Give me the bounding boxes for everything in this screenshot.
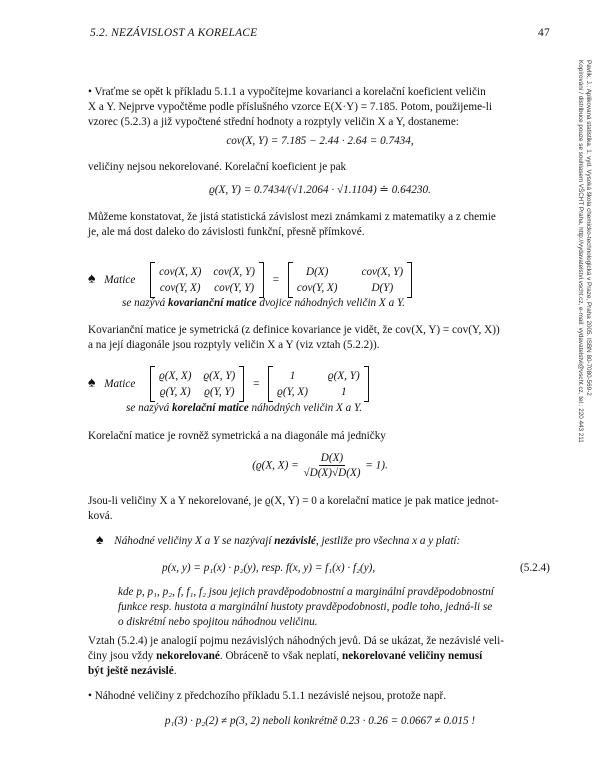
equation-inequality: p₁(3) · p₂(2) ≠ p(3, 2) neboli konkrétně 0.23 · 0.26 = 0.0667 ≠ 0.015 ! bbox=[164, 715, 476, 727]
matrix-left: ϱ(X, X) ϱ(X, Y) ϱ(Y, X) ϱ(Y, Y) bbox=[150, 366, 244, 402]
paragraph-symmetry: Kovarianční matice je symetrická (z definice kovariance je vidět, že cov(X, Y) = cov(Y, X)) a na její diagonále jsou rozptyly veličin X a Y (viz vztah (5.2.2)). bbox=[88, 324, 500, 351]
paragraph-uncorrelated: Jsou-li veličiny X a Y nekorelované, je ϱ(X, Y) = 0 a korelační matice je pak matice jednot- ková. bbox=[88, 495, 499, 522]
running-header: 5.2. NEZÁVISLOST A KORELACE bbox=[90, 27, 258, 39]
spade-icon: ♠ bbox=[96, 533, 104, 548]
page-number: 47 bbox=[538, 27, 550, 39]
equation-covariance: cov(X, Y) = 7.185 − 2.44 · 2.64 = 0.7434, bbox=[226, 135, 414, 147]
equation-diagonal: (ϱ(X, X) = $\frac{D(X)}{√D(X)√D(X)}$ = 1). bbox=[252, 452, 388, 479]
independence-definition: ♠ Náhodné veličiny X a Y se nazývají nezávislé, jestliže pro všechna x a y platí: bbox=[96, 533, 461, 548]
paragraph: veličiny nejsou nekorelované. Korelační koeficient je pak bbox=[88, 161, 347, 173]
matrix-right: 1 ϱ(X, Y) ϱ(Y, X) 1 bbox=[268, 366, 369, 402]
equation-number: (5.2.4) bbox=[520, 562, 550, 574]
spade-icon: ♠ bbox=[88, 375, 96, 391]
paragraph-example-end: • Náhodné veličiny z předchozího příkladu 5.1.1 nezávislé nejsou, protože např. bbox=[88, 690, 447, 702]
correlation-matrix-definition: se nazývá korelační matice náhodných veličin X a Y. bbox=[126, 402, 363, 414]
paragraph-conclusion: Můžeme konstatovat, že jistá statistická závislost mezi známkami z matematiky a z chemie je, ale má dost daleko do závislosti funkční, přesně přímkové. bbox=[88, 211, 496, 238]
covariance-matrix-block: ♠ Matice cov(X, X) cov(X, Y) cov(Y, X) cov(Y, Y) = D(X) cov(X, Y) cov(Y, X) D(Y) bbox=[88, 262, 558, 298]
spade-icon: ♠ bbox=[88, 271, 96, 287]
covariance-matrix-definition: se nazývá kovarianční matice dvojice náhodných veličin X a Y. bbox=[122, 297, 405, 309]
matrix-left: cov(X, X) cov(X, Y) cov(Y, X) cov(Y, Y) bbox=[150, 262, 264, 298]
equation-independence: p(x, y) = p₁(x) · p₂(y), resp. f(x, y) = f₁(x) · f₂(y), bbox=[162, 562, 376, 574]
paragraph-analogy: Vztah (5.2.4) je analogií pojmu nezávislých náhodných jevů. Dá se ukázat, že nezávislé veli- činy jsou vždy nekorelované. Obráceně to však neplatí, nekorelované veličiny nemusí být ještě nezávislé. bbox=[88, 635, 504, 677]
equation-correlation: ϱ(X, Y) = 0.7434/(√1.2064 · √1.1104) ≐ 0.64230. bbox=[209, 184, 431, 196]
correlation-matrix-block: ♠ Matice ϱ(X, X) ϱ(X, Y) ϱ(Y, X) ϱ(Y, Y) = 1 ϱ(X, Y) ϱ(Y, X) 1 bbox=[88, 366, 558, 402]
side-note-line: Kopírování / distribuce pouze se souhlasem VŠCHT Praha, http://vydavatelstvi.vscht.cz, e-mail: vydavatelstvi@vscht.cz, tel.: 220 443 211 bbox=[577, 60, 585, 443]
paragraph: Korelační matice je rovněž symetrická a na diagonále má jedničky bbox=[88, 430, 386, 442]
independence-note: kde p, p₁, p₂, f, f₁, f₂ jsou jejich pravděpodobnostní a marginální pravděpodobnostní funkce resp. hustota a marginální hustoty pravděpodobnosti, podle toho, jedná-li se o diskrétní nebo spojitou náhodnou veličinu. bbox=[118, 586, 494, 628]
paragraph-example: • Vraťme se opět k příkladu 5.1.1 a vypočítejme kovarianci a korelační koeficient veličin X a Y. Nejprve vypočtěme podle příslušného vzorce E(X·Y) = 7.185. Potom, použijeme-li vzorec (5.2.3) a již vypočtené střední hodnoty a rozptyly veličin X a Y, dostaneme: bbox=[88, 86, 492, 128]
side-note-line: Pavlík, J.: Aplikovaná statistika. 1. vyd. Vysoká škola chemicko-technologická v Praze, Praha 2005. ISBN 80-7080-569-2 bbox=[585, 60, 592, 396]
fraction: $\frac{D(X)}{√D(X)√D(X)}$ bbox=[303, 452, 361, 479]
matrix-right: D(X) cov(X, Y) cov(Y, X) D(Y) bbox=[288, 262, 412, 298]
side-copyright-note bbox=[577, 60, 592, 510]
